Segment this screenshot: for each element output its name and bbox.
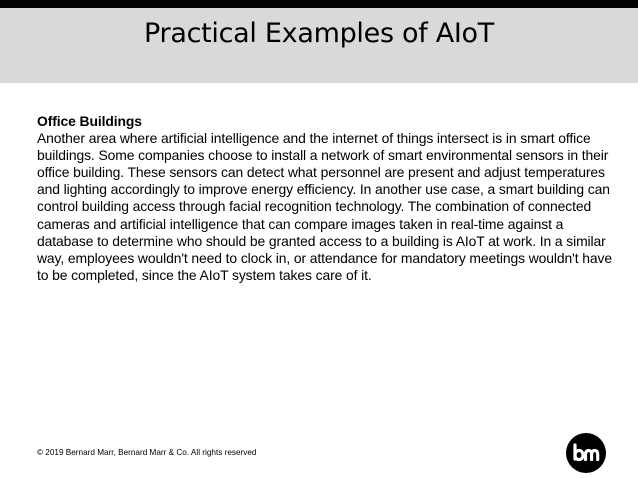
body-paragraph: Another area where artificial intelligence and the internet of things intersect is in smart office buildings. Some companies choose to install a network of smart environmental sensors in their office building. These sensors can detect what personnel are present and adjust temperatures and lighting accordingly to improve energy efficiency. In another use case, a smart building can control building access through facial recognition technology. The combination of connected cameras and artificial intelligence that can compare images taken in real-time against a database to determine who should be granted access to a building is AIoT at work. In a similar way, employees wouldn't need to clock in, or attendance for mandatory meetings wouldn't have to be completed, since the AIoT system takes care of it. (37, 130, 612, 283)
slide-content (37, 113, 615, 284)
bm-logo-mark (566, 433, 606, 473)
copyright-footer: © 2019 Bernard Marr, Bernard Marr & Co. All rights reserved (37, 448, 257, 457)
section-heading: Office Buildings (37, 113, 142, 129)
bm-logo-icon (566, 433, 606, 473)
top-bar (0, 0, 638, 8)
slide-title: Practical Examples of AIoT (144, 18, 494, 49)
